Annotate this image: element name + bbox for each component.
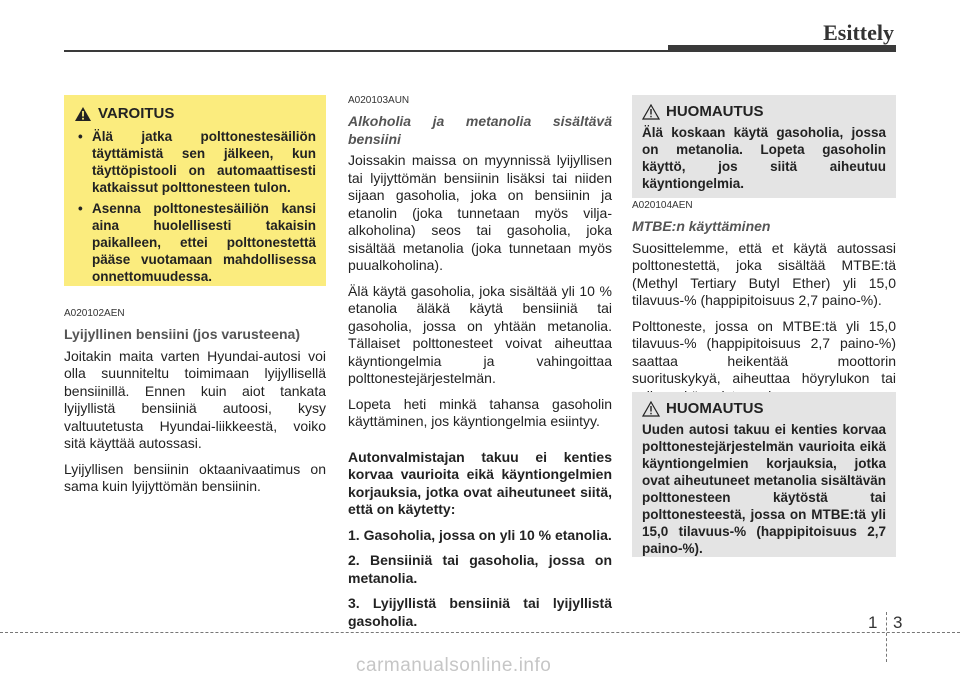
page-number: 3 xyxy=(893,613,903,632)
bold-paragraph: Autonvalmistajan takuu ei kenties korvaa vaurioita eikä käyntiongelmien korjauksia, jotka ovat aiheutuneet siitä, että on käytetty: xyxy=(348,448,612,517)
note-text: Älä koskaan käytä gasoholia, jossa on metanolia. Lopeta gasoholin käyttö, jos siitä aiheutuu käyntiongelmia. xyxy=(642,125,886,191)
chapter-number: 1 xyxy=(868,613,878,632)
warning-icon xyxy=(74,106,92,122)
bold-paragraph: 2. Bensiiniä tai gasoholia, jossa on metanolia. xyxy=(348,552,612,586)
note-box-1 xyxy=(632,95,896,198)
left-column xyxy=(64,308,326,504)
section-code: A020104AEN xyxy=(632,200,693,211)
section-heading: MTBE:n käyttäminen xyxy=(632,218,771,234)
caution-icon xyxy=(642,401,660,417)
paragraph: Joitakin maita varten Hyundai-autosi voi olla suunniteltu toimimaan lyijyllisellä bensiinillä. Ennen kuin aiot tankata lyijyllistä bensiiniä autoosi, kysy valtuutetusta Hyundai-liikkeestä, voiko sitä käyttää autossasi. xyxy=(64,347,326,451)
right-column xyxy=(632,200,896,413)
section-heading: Lyijyllinen bensiini (jos varusteena) xyxy=(64,326,300,342)
paragraph: Suosittelemme, että et käytä autossasi polttonestettä, joka sisältää MTBE:tä (Methyl Tertiary Butyl Ether) yli 15,0 tilavuus-% (happipitoisuus 2,7 paino-%). xyxy=(632,239,896,308)
paragraph: Lyijyllisen bensiinin oktaanivaatimus on sama kuin lyijyttömän bensiinin. xyxy=(64,460,326,494)
header-rule xyxy=(64,50,670,52)
warning-title: VAROITUS xyxy=(98,105,175,122)
note-title-row xyxy=(642,400,886,417)
warning-item: • Älä jatka polttonestesäiliön täyttämistä sen jälkeen, kun täyttöpistooli on automaattisesti katkaissut polttonesteen tulon. xyxy=(74,128,316,196)
paragraph: Älä käytä gasoholia, joka sisältää yli 10 % etanolia äläkä käytä bensiiniä tai gasoholia, jossa on yhtään metanolia. Tällaiset polttonesteet voivat aiheuttaa käyntiongelmia ja vahingoittaa polttonestejärjestelmän. xyxy=(348,282,612,386)
note-title: HUOMAUTUS xyxy=(666,103,764,120)
watermark: carmanualsonline.info xyxy=(356,655,552,676)
footer-rule xyxy=(0,632,960,633)
note-text: Uuden autosi takuu ei kenties korvaa polttonestejärjestelmän vaurioita eikä käyntiongelmien korjauksia, jotka ovat aiheutuneet metanolia sisältävän polttonesteen käytöstä tai polttonesteestä, jossa on MTBE:tä yli 15,0 tilavuus-% (happipitoisuus 2,7 paino-%). xyxy=(642,422,886,556)
warning-item: • Asenna polttonestesäiliön kansi aina huolellisesti takaisin paikalleen, ettei polttonestettä pääse vuotamaan mahdollisessa onnettomuudessa. xyxy=(74,200,316,285)
caution-icon xyxy=(642,104,660,120)
section-code: A020103AUN xyxy=(348,95,410,106)
middle-column xyxy=(348,95,612,638)
section-code: A020102AEN xyxy=(64,308,125,319)
warning-list xyxy=(74,128,316,285)
paragraph: Lopeta heti minkä tahansa gasoholin käyttäminen, jos käyntiongelmia esiintyy. xyxy=(348,395,612,429)
note-title: HUOMAUTUS xyxy=(666,400,764,417)
footer-divider xyxy=(886,612,887,662)
bold-paragraph: 3. Lyijyllistä bensiiniä tai lyijyllistä gasoholia. xyxy=(348,595,612,629)
paragraph: Polttoneste, jossa on MTBE:tä yli 15,0 tilavuus-% (happipitoisuus 2,7 paino-%) saattaa heikentää moottorin suorituskykyä, aiheuttaa höyrylukon tai xyxy=(632,317,896,386)
paragraph: Joissakin maissa on myynnissä lyijyllisen tai lyijyttömän bensiinin lisäksi tai niiden sijaan gasoholia, joka on bensiinin ja etanolin (joka tunnetaan myös vilja-alkoholina) seos tai gasoholia, joka sisältää metanolia (joka tunnetaan myös puualkoholina). xyxy=(348,152,612,273)
section-heading: Alkoholia ja metanolia sisältävä bensiini xyxy=(348,113,612,147)
warning-title-row xyxy=(74,105,316,122)
bold-paragraph: 1. Gasoholia, jossa on yli 10 % etanolia. xyxy=(348,526,612,543)
warning-box xyxy=(64,95,326,286)
page-header-title: Esittely xyxy=(823,20,894,45)
note-title-row xyxy=(642,103,886,120)
note-box-2 xyxy=(632,392,896,557)
header-bar xyxy=(668,45,896,52)
